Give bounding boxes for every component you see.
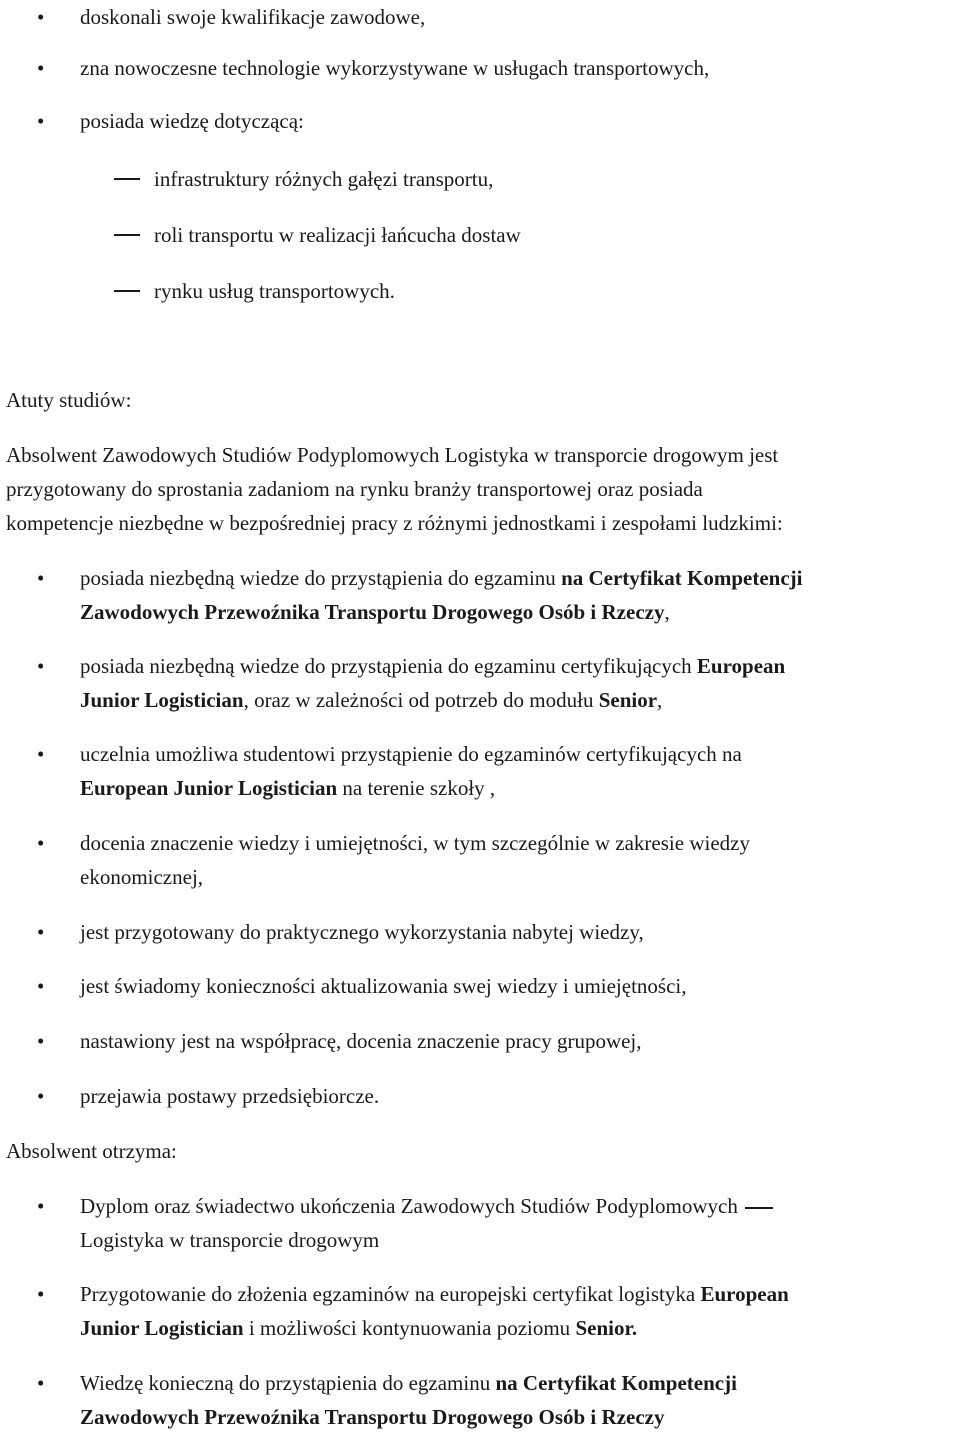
- bullet-marker: •: [37, 654, 45, 678]
- paragraph-line: Absolwent Zawodowych Studiów Podyplomowych Logistyka w transporcie drogowym jest: [6, 443, 779, 467]
- bullet-marker: •: [37, 5, 45, 29]
- list-item-text: doskonali swoje kwalifikacje zawodowe,: [80, 5, 426, 29]
- dash-marker: [114, 290, 140, 292]
- list-item-text: jest świadomy konieczności aktualizowania swej wiedzy i umiejętności,: [80, 974, 687, 998]
- list-item-text: Wiedzę konieczną do przystąpienia do egzaminu na Certyfikat Kompetencji: [80, 1371, 737, 1395]
- list-item-text: Dyplom oraz świadectwo ukończenia Zawodowych Studiów Podyplomowych: [80, 1189, 954, 1223]
- list-item-text: ekonomicznej,: [80, 865, 204, 889]
- bullet-marker: •: [37, 974, 45, 998]
- bullet-marker: •: [37, 1029, 45, 1053]
- bullet-marker: •: [37, 566, 45, 590]
- sub-list-item-text: rynku usług transportowych.: [154, 279, 395, 303]
- list-item-text: posiada niezbędną wiedze do przystąpienia do egzaminu certyfikujących European: [80, 654, 786, 678]
- bullet-marker: •: [37, 1282, 45, 1306]
- list-item-text: jest przygotowany do praktycznego wykorzystania nabytej wiedzy,: [80, 920, 644, 944]
- bullet-marker: •: [37, 920, 45, 944]
- list-item-text: Junior Logistician i możliwości kontynuowania poziomu Senior.: [80, 1316, 638, 1340]
- section-heading-receives: Absolwent otrzyma:: [6, 1139, 177, 1163]
- list-item-text: posiada niezbędną wiedze do przystąpienia do egzaminu na Certyfikat Kompetencji: [80, 566, 803, 590]
- dash-marker: [114, 178, 140, 180]
- sub-list-item-text: infrastruktury różnych gałęzi transportu,: [154, 167, 494, 191]
- list-item-text: Zawodowych Przewoźnika Transportu Drogowego Osób i Rzeczy: [80, 1405, 665, 1429]
- bullet-marker: •: [37, 831, 45, 855]
- bullet-marker: •: [37, 109, 45, 133]
- dash-marker: [114, 234, 140, 236]
- list-item-text: docenia znaczenie wiedzy i umiejętności, w tym szczególnie w zakresie wiedzy: [80, 831, 750, 855]
- list-item-text: European Junior Logistician na terenie szkoły ,: [80, 776, 496, 800]
- sub-list-item-text: roli transportu w realizacji łańcucha dostaw: [154, 223, 521, 247]
- list-item-text: Przygotowanie do złożenia egzaminów na europejski certyfikat logistyka European: [80, 1282, 789, 1306]
- list-item-text: zna nowoczesne technologie wykorzystywane w usługach transportowych,: [80, 56, 710, 80]
- bullet-marker: •: [37, 742, 45, 766]
- list-item-text: nastawiony jest na współpracę, docenia znaczenie pracy grupowej,: [80, 1029, 642, 1053]
- list-item-text: Zawodowych Przewoźnika Transportu Drogowego Osób i Rzeczy,: [80, 600, 670, 624]
- paragraph-line: przygotowany do sprostania zadaniom na rynku branży transportowej oraz posiada: [6, 477, 703, 501]
- bullet-marker: •: [37, 1194, 45, 1218]
- bullet-marker: •: [37, 1371, 45, 1395]
- dash-marker: [745, 1207, 773, 1209]
- list-item-text: posiada wiedzę dotyczącą:: [80, 109, 304, 133]
- section-heading-strengths: Atuty studiów:: [6, 388, 132, 412]
- list-item-text: Logistyka w transporcie drogowym: [80, 1228, 380, 1252]
- bullet-marker: •: [37, 1084, 45, 1108]
- list-item-text: uczelnia umożliwa studentowi przystąpienie do egzaminów certyfikujących na: [80, 742, 742, 766]
- bullet-marker: •: [37, 56, 45, 80]
- paragraph-line: kompetencje niezbędne w bezpośredniej pracy z różnymi jednostkami i zespołami ludzkimi:: [6, 511, 783, 535]
- list-item-text: przejawia postawy przedsiębiorcze.: [80, 1084, 380, 1108]
- list-item-text: Junior Logistician, oraz w zależności od potrzeb do modułu Senior,: [80, 688, 663, 712]
